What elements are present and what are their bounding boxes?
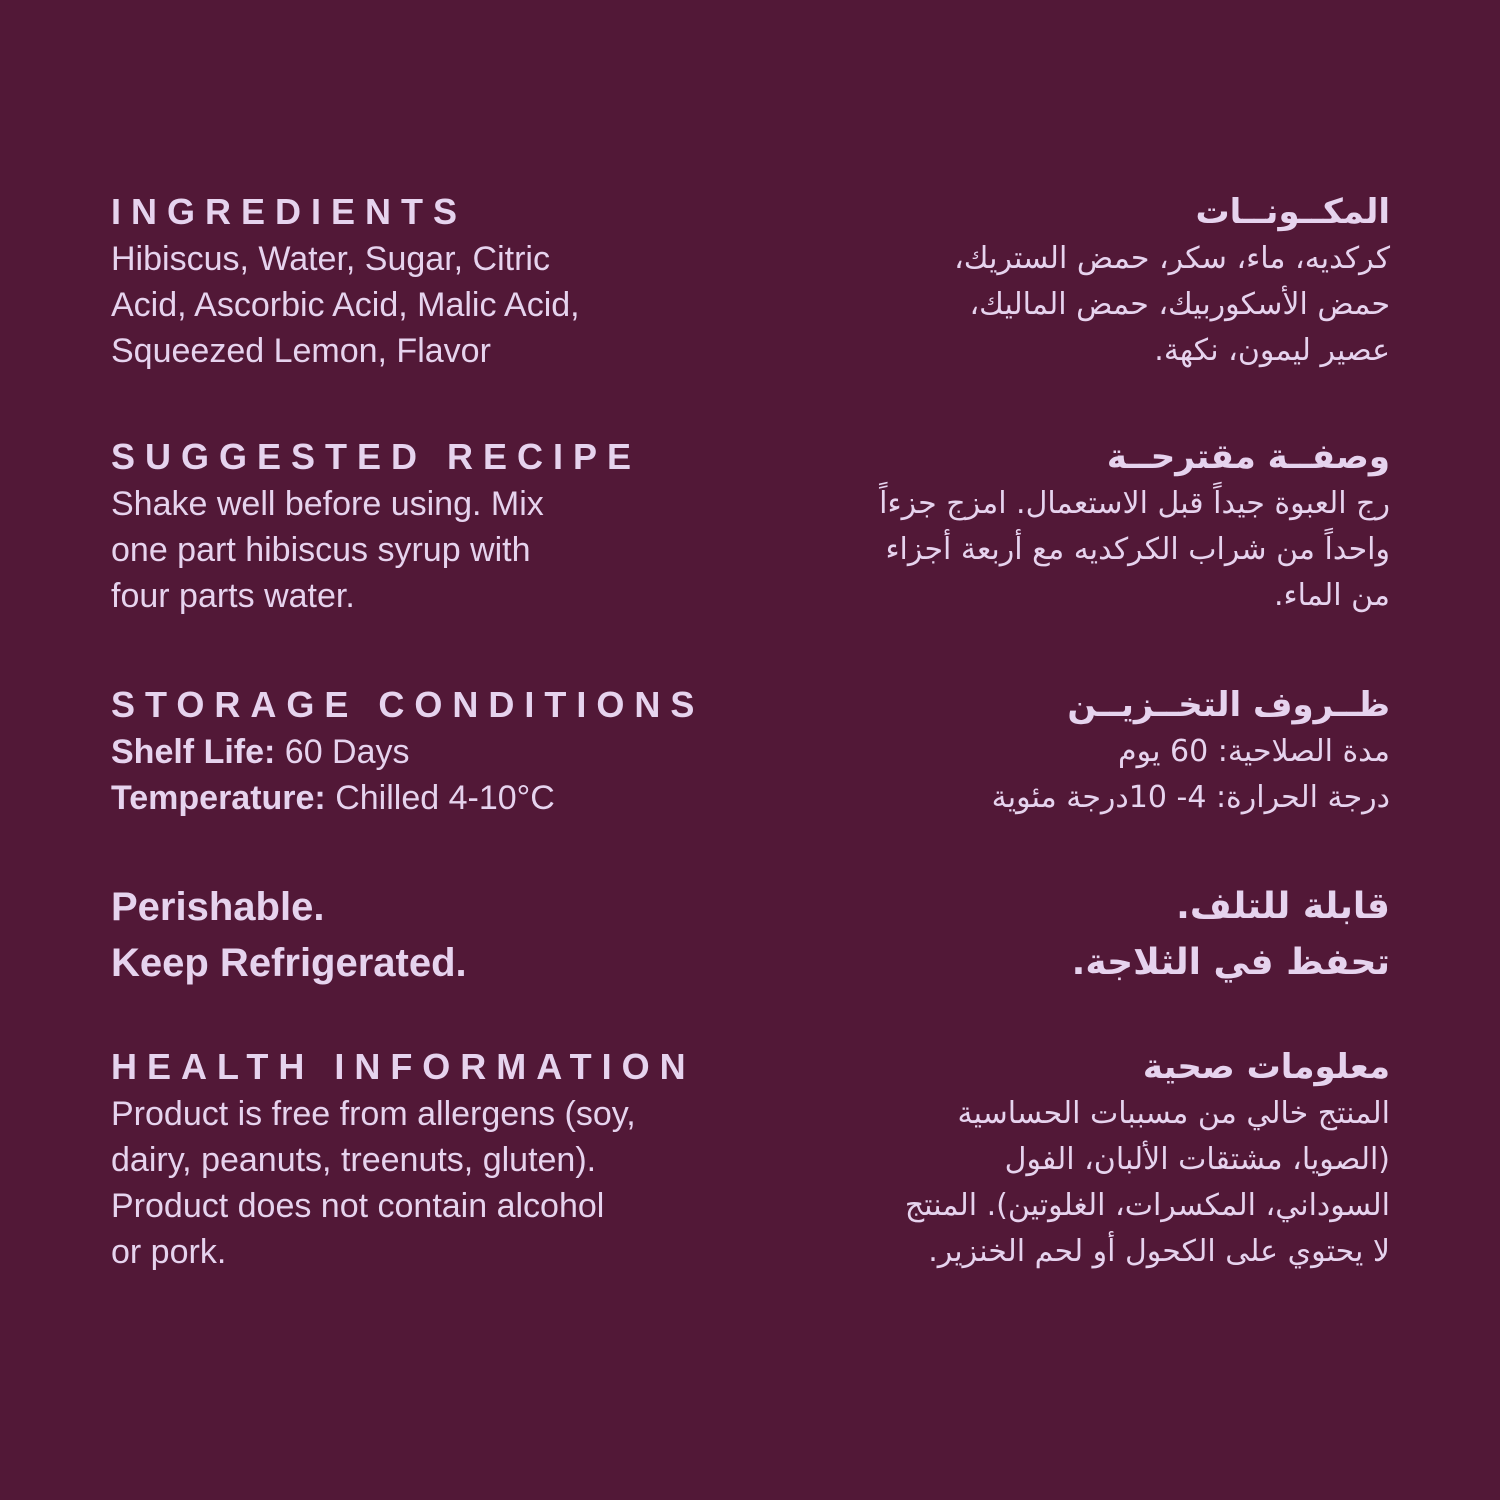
ingredients-heading-en: INGREDIENTS <box>111 191 468 232</box>
perishable-line-ar: قابلة للتلف. <box>1176 886 1390 927</box>
health-line-ar: المنتج خالي من مسببات الحساسية <box>957 1096 1390 1131</box>
temperature-value-en: Chilled 4-10°C <box>325 779 555 817</box>
perishable-section-ar <box>730 879 1390 991</box>
shelf-life-value-en: 60 Days <box>275 733 410 771</box>
recipe-line-en: one part hibiscus syrup with <box>111 531 531 569</box>
health-line-en: Product is free from allergens (soy, <box>111 1095 636 1133</box>
ingredients-line-en: Acid, Ascorbic Acid, Malic Acid, <box>111 286 580 324</box>
shelf-life-label-en: Shelf Life: <box>111 733 276 771</box>
health-line-ar: (الصويا، مشتقات الألبان، الفول <box>1004 1142 1390 1177</box>
ingredients-heading-ar: المكــونــات <box>1195 192 1390 232</box>
recipe-line-ar: واحداً من شراب الكركديه مع أربعة أجزاء <box>885 532 1390 567</box>
shelf-life-line-en <box>111 729 731 775</box>
keep-refrigerated-line-ar: تحفظ في الثلاجة. <box>1071 942 1390 983</box>
health-heading-en: HEALTH INFORMATION <box>111 1046 696 1087</box>
recipe-section-ar <box>730 437 1390 619</box>
ingredients-line-en: Squeezed Lemon, Flavor <box>111 332 491 370</box>
temperature-label-en: Temperature: <box>111 779 326 817</box>
shelf-life-line-ar: مدة الصلاحية: 60 يوم <box>1118 734 1390 769</box>
recipe-heading-ar: وصفــة مقترحــة <box>1106 437 1390 477</box>
health-line-ar: لا يحتوي على الكحول أو لحم الخنزير. <box>928 1234 1390 1269</box>
temperature-line-en <box>111 775 731 821</box>
recipe-line-en: four parts water. <box>111 577 355 615</box>
health-line-en: dairy, peanuts, treenuts, gluten). <box>111 1141 597 1179</box>
storage-heading-ar: ظــروف التخــزيــن <box>1067 685 1390 725</box>
health-section-en <box>111 1047 731 1275</box>
perishable-line-en: Perishable. <box>111 885 325 929</box>
storage-section-en <box>111 685 731 821</box>
health-line-ar: السوداني، المكسرات، الغلوتين). المنتج <box>904 1188 1390 1223</box>
ingredients-section-ar <box>730 192 1390 374</box>
keep-refrigerated-line-en: Keep Refrigerated. <box>111 941 467 985</box>
recipe-line-en: Shake well before using. Mix <box>111 485 544 523</box>
recipe-line-ar: من الماء. <box>1273 578 1390 613</box>
health-section-ar <box>730 1047 1390 1275</box>
ingredients-line-ar: عصير ليمون، نكهة. <box>1154 333 1390 368</box>
temperature-line-ar: درجة الحرارة: 4- 10درجة مئوية <box>991 780 1390 815</box>
recipe-line-ar: رج العبوة جيداً قبل الاستعمال. امزج جزءاً <box>879 486 1390 521</box>
ingredients-line-ar: كركديه، ماء، سكر، حمض الستريك، <box>954 241 1390 276</box>
recipe-heading-en: SUGGESTED RECIPE <box>111 436 642 477</box>
ingredients-line-en: Hibiscus, Water, Sugar, Citric <box>111 240 550 278</box>
recipe-section-en <box>111 437 731 619</box>
storage-section-ar <box>730 685 1390 821</box>
health-heading-ar: معلومات صحية <box>1142 1047 1390 1087</box>
ingredients-section-en <box>111 192 731 374</box>
ingredients-line-ar: حمض الأسكوربيك، حمض الماليك، <box>969 287 1390 322</box>
storage-heading-en: STORAGE CONDITIONS <box>111 684 705 725</box>
health-line-en: Product does not contain alcohol <box>111 1187 605 1225</box>
health-line-en: or pork. <box>111 1233 227 1271</box>
perishable-section-en <box>111 879 731 991</box>
